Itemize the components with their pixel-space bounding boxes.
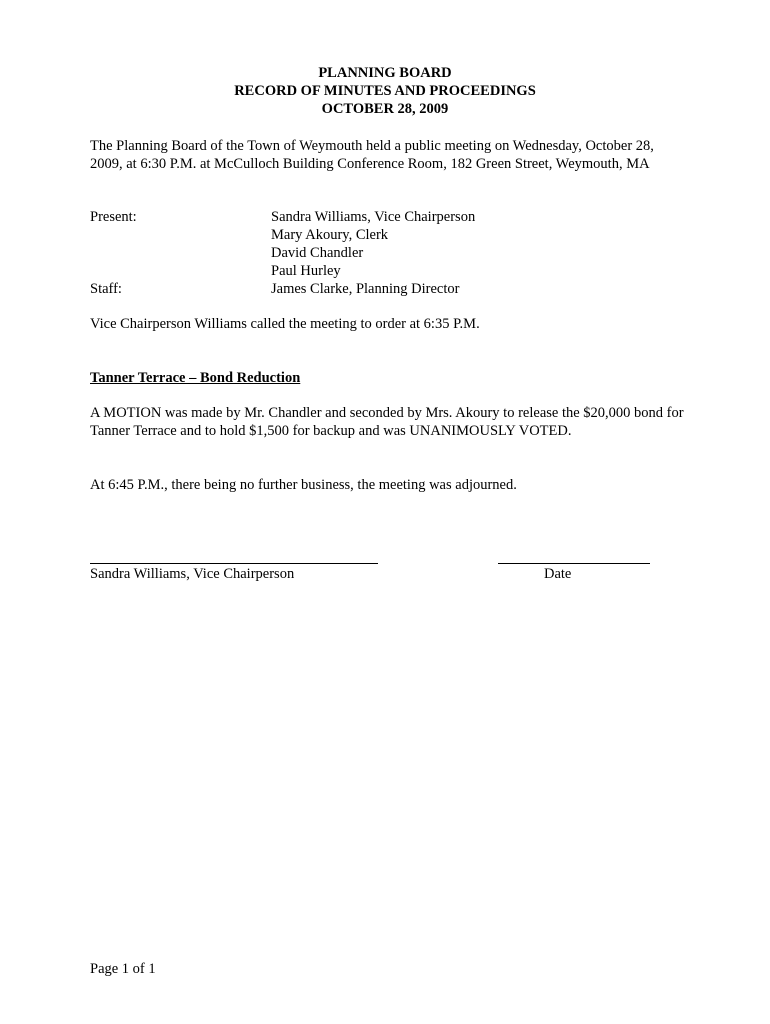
attendance-row [90, 262, 685, 280]
motion-paragraph: A MOTION was made by Mr. Chandler and seconded by Mrs. Akoury to release the $20,000 bond for Tanner Terrace and to hold $1,500 for backup and was UNANIMOUSLY VOTED. [90, 405, 684, 439]
attendance-row [90, 244, 685, 262]
present-label: Present: [90, 209, 137, 225]
adjournment-paragraph: At 6:45 P.M., there being no further business, the meeting was adjourned. [90, 477, 517, 493]
call-to-order: Vice Chairperson Williams called the meeting to order at 6:35 P.M. [90, 316, 480, 332]
staff-member: James Clarke, Planning Director [271, 281, 460, 297]
attendance-row [90, 280, 685, 298]
intro-paragraph: The Planning Board of the Town of Weymouth held a public meeting on Wednesday, October 28, 2009, at 6:30 P.M. at McCulloch Building Conference Room, 182 Green Street, Weymouth, MA [90, 138, 654, 172]
attendance-row [90, 226, 685, 244]
document-title [0, 64, 770, 118]
section-heading: Tanner Terrace – Bond Reduction [90, 370, 301, 386]
attendance-list [90, 208, 685, 298]
page-number: Page 1 of 1 [90, 961, 156, 977]
signatory-name: Sandra Williams, Vice Chairperson [90, 566, 295, 582]
title-line-2: RECORD OF MINUTES AND PROCEEDINGS [234, 83, 536, 99]
present-member: David Chandler [271, 245, 364, 261]
signature-line [90, 563, 378, 564]
title-line-1: PLANNING BOARD [318, 65, 452, 81]
staff-label: Staff: [90, 281, 122, 297]
present-member: Mary Akoury, Clerk [271, 227, 389, 243]
date-label: Date [544, 566, 572, 582]
present-member: Paul Hurley [271, 263, 341, 279]
present-member: Sandra Williams, Vice Chairperson [271, 209, 476, 225]
attendance-row [90, 208, 685, 226]
date-line [498, 563, 650, 564]
title-line-3: OCTOBER 28, 2009 [321, 101, 449, 117]
